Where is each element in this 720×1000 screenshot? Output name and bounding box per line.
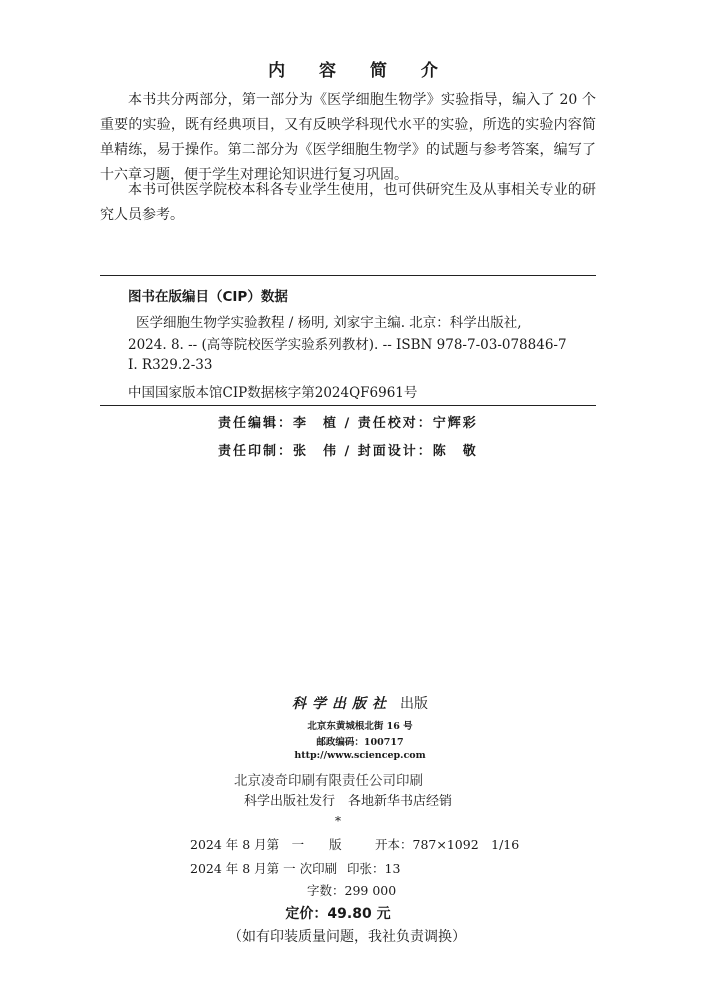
- publisher-action: 出版: [400, 696, 428, 712]
- credits-print-line: 责任印制：张 伟 / 封面设计：陈 敬: [218, 444, 478, 459]
- cip-line-3: Ⅰ. R329.2-33: [128, 357, 213, 373]
- summary-paragraph-2: [100, 178, 596, 228]
- price: 定价：49.80 元: [285, 906, 391, 922]
- cip-line-2: 2024. 8. -- (高等院校医学实验系列教材). -- ISBN 978-7-03-078846-7: [128, 337, 567, 353]
- cip-top-rule: [100, 275, 596, 276]
- book-format: 开本：787×1092 1/16: [375, 837, 520, 852]
- publisher-url: http://www.sciencep.com: [294, 750, 426, 761]
- publisher-line: [0, 693, 720, 713]
- printer-line: 北京凌奇印刷有限责任公司印刷: [234, 773, 423, 789]
- quality-notice: （如有印装质量问题，我社负责调换）: [228, 929, 466, 945]
- distribution-line: 科学出版社发行 各地新华书店经销: [244, 794, 453, 809]
- summary-paragraph-1: [100, 88, 596, 188]
- cip-line-1: 医学细胞生物学实验教程 / 杨明, 刘家宇主编. 北京：科学出版社,: [136, 315, 522, 331]
- publisher-address: 北京东黄城根北街 16 号: [307, 721, 413, 732]
- cip-line-4: 中国国家版本馆CIP数据核字第2024QF6961号: [128, 385, 418, 401]
- summary-paragraph-1-text: 本书共分两部分，第一部分为《医学细胞生物学》实验指导，编入了 20 个重要的实验，既有经典项目，又有反映学科现代水平的实验，所选的实验内容简单精练，易于操作。第二部分为《医学细胞生物学》的试题与参考答案，编写了十六章习题，便于学生对理论知识进行复习巩固。: [100, 92, 596, 183]
- credits-editor-line: 责任编辑：李 植 / 责任校对：宁辉彩: [218, 416, 478, 431]
- summary-title: 内 容 简 介: [268, 61, 452, 81]
- printing-date: 2024 年 8 月第 一 次印刷: [190, 861, 338, 876]
- summary-paragraph-2-text: 本书可供医学院校本科各专业学生使用，也可供研究生及从事相关专业的研究人员参考。: [100, 182, 596, 223]
- cip-heading: 图书在版编目（CIP）数据: [128, 289, 288, 305]
- separator-asterisk: *: [335, 814, 341, 828]
- printed-sheets: 印张：13: [347, 861, 401, 876]
- edition-date: 2024 年 8 月第 一 版: [190, 837, 342, 852]
- cip-bottom-rule: [100, 405, 596, 406]
- word-count: 字数：299 000: [307, 883, 397, 898]
- publisher-postal-code: 邮政编码：100717: [316, 737, 404, 748]
- publisher-name: 科学出版社: [292, 696, 392, 712]
